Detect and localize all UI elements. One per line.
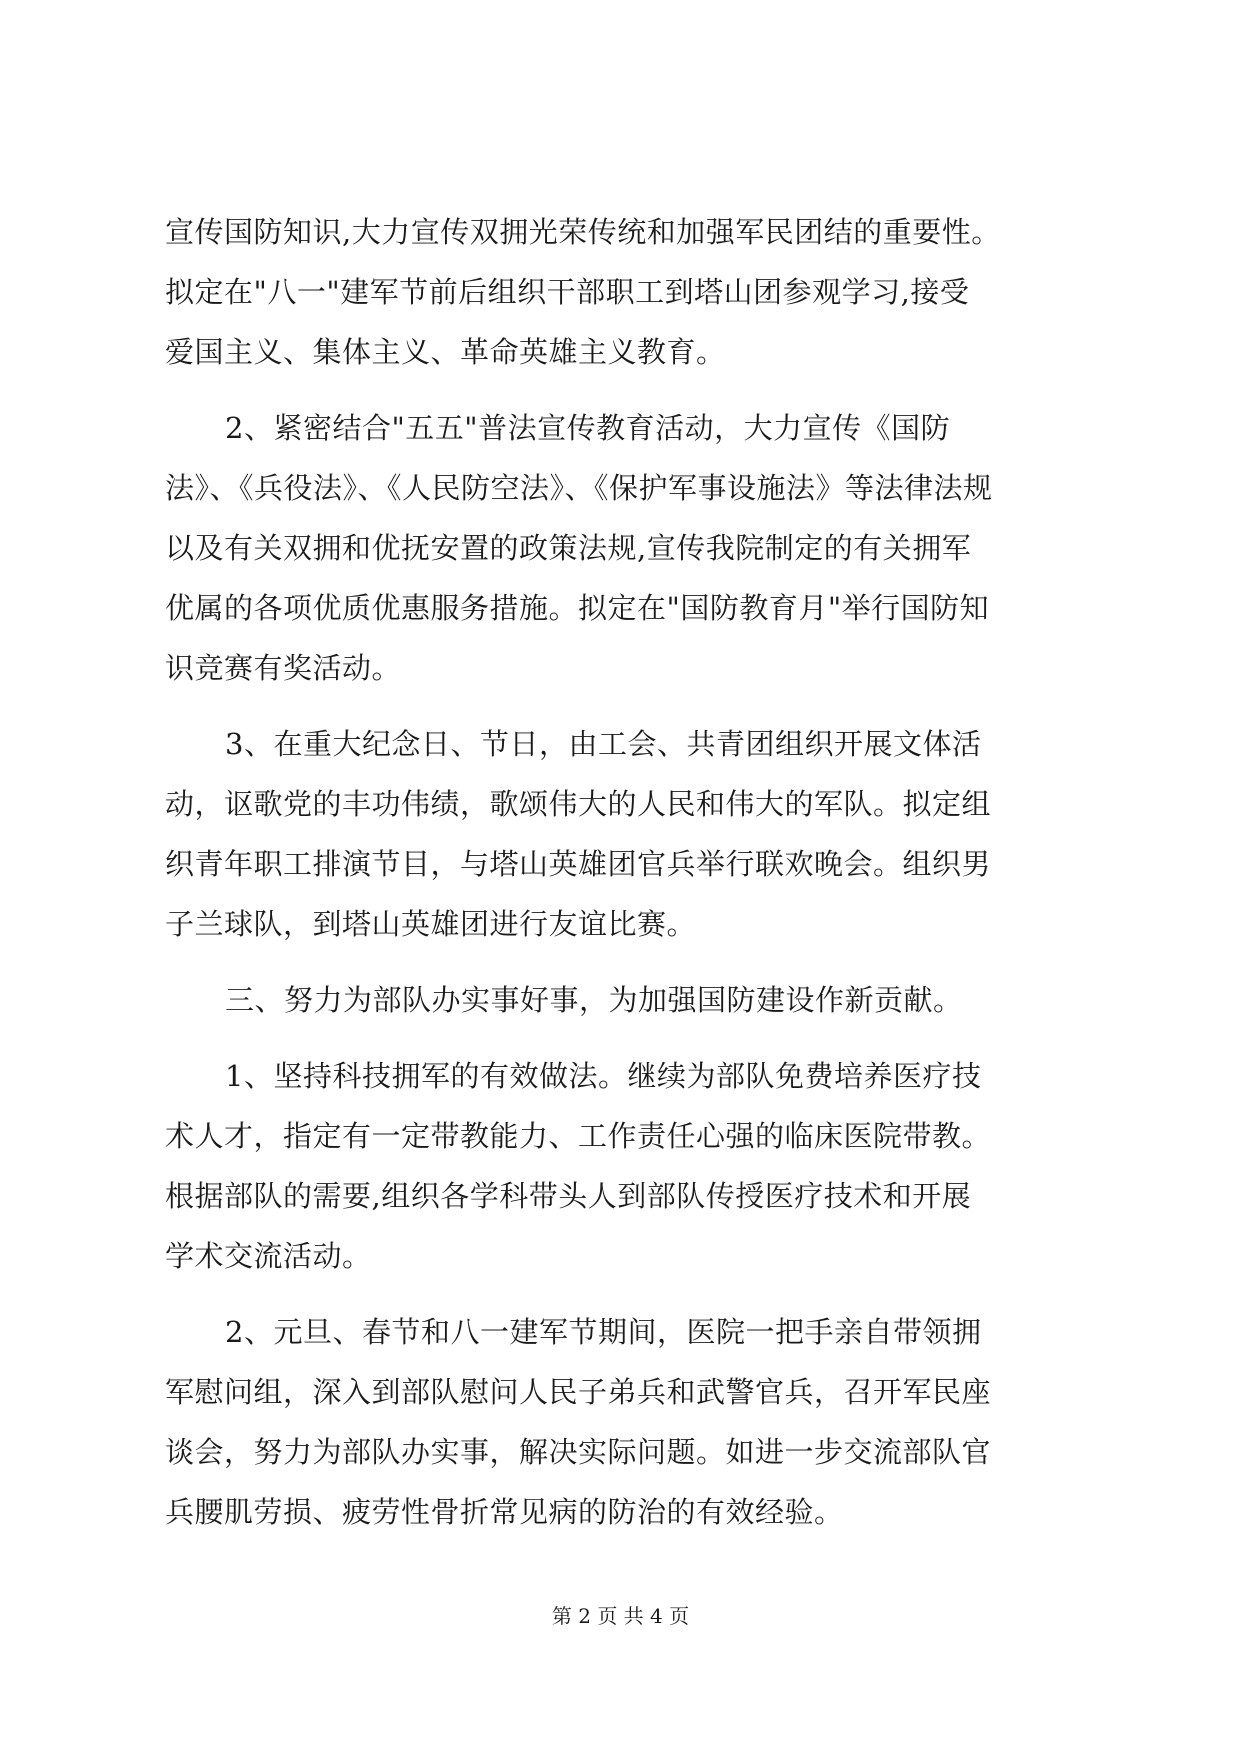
text-line: 1、坚持科技拥军的有效做法。继续为部队免费培养医疗技 [225, 1059, 982, 1093]
text-line: 以及有关双拥和优抚安置的政策法规,宣传我院制定的有关拥军 [165, 531, 972, 565]
text-line: 军慰问组，深入到部队慰问人民子弟兵和武警官兵，召开军民座 [165, 1375, 992, 1409]
text-line: 术人才，指定有一定带教能力、工作责任心强的临床医院带教。 [165, 1119, 992, 1153]
paragraph [165, 714, 1085, 954]
text-line: 优属的各项优质优惠服务措施。拟定在"国防教育月"举行国防知 [165, 591, 990, 625]
text-line: 识竞赛有奖活动。 [165, 651, 402, 685]
text-line: 谈会，努力为部队办实事，解决实际问题。如进一步交流部队官 [165, 1435, 992, 1469]
text-line: 爱国主义、集体主义、革命英雄主义教育。 [165, 335, 726, 369]
text-line: 根据部队的需要,组织各学科带头人到部队传授医疗技术和开展 [165, 1179, 972, 1213]
paragraph [165, 1046, 1085, 1286]
paragraph [165, 1302, 1085, 1542]
text-line: 拟定在"八一"建军节前后组织干部职工到塔山团参观学习,接受 [165, 275, 970, 309]
page-footer [0, 1602, 1241, 1630]
paragraph [165, 398, 1085, 698]
text-line: 2、紧密结合"五五"普法宣传教育活动，大力宣传《国防 [225, 411, 951, 445]
text-line: 2、元旦、春节和八一建军节期间，医院一把手亲自带领拥 [225, 1315, 982, 1349]
document-body [165, 202, 1085, 1542]
text-line: 法》、《兵役法》、《人民防空法》、《保护军事设施法》等法律法规 [165, 471, 993, 505]
text-line: 宣传国防知识,大力宣传双拥光荣传统和加强军民团结的重要性。 [165, 215, 1001, 249]
text-line: 学术交流活动。 [165, 1239, 372, 1273]
page-number: 第 2 页 共 4 页 [551, 1604, 690, 1628]
text-line: 子兰球队，到塔山英雄团进行友谊比赛。 [165, 907, 697, 941]
text-line: 三、努力为部队办实事好事，为加强国防建设作新贡献。 [225, 983, 963, 1017]
section-heading [165, 970, 1085, 1030]
text-line: 织青年职工排演节目，与塔山英雄团官兵举行联欢晚会。组织男 [165, 847, 992, 881]
paragraph [165, 202, 1085, 382]
text-line: 动，讴歌党的丰功伟绩，歌颂伟大的人民和伟大的军队。拟定组 [165, 787, 992, 821]
text-line: 3、在重大纪念日、节日，由工会、共青团组织开展文体活 [225, 727, 982, 761]
text-line: 兵腰肌劳损、疲劳性骨折常见病的防治的有效经验。 [165, 1495, 844, 1529]
